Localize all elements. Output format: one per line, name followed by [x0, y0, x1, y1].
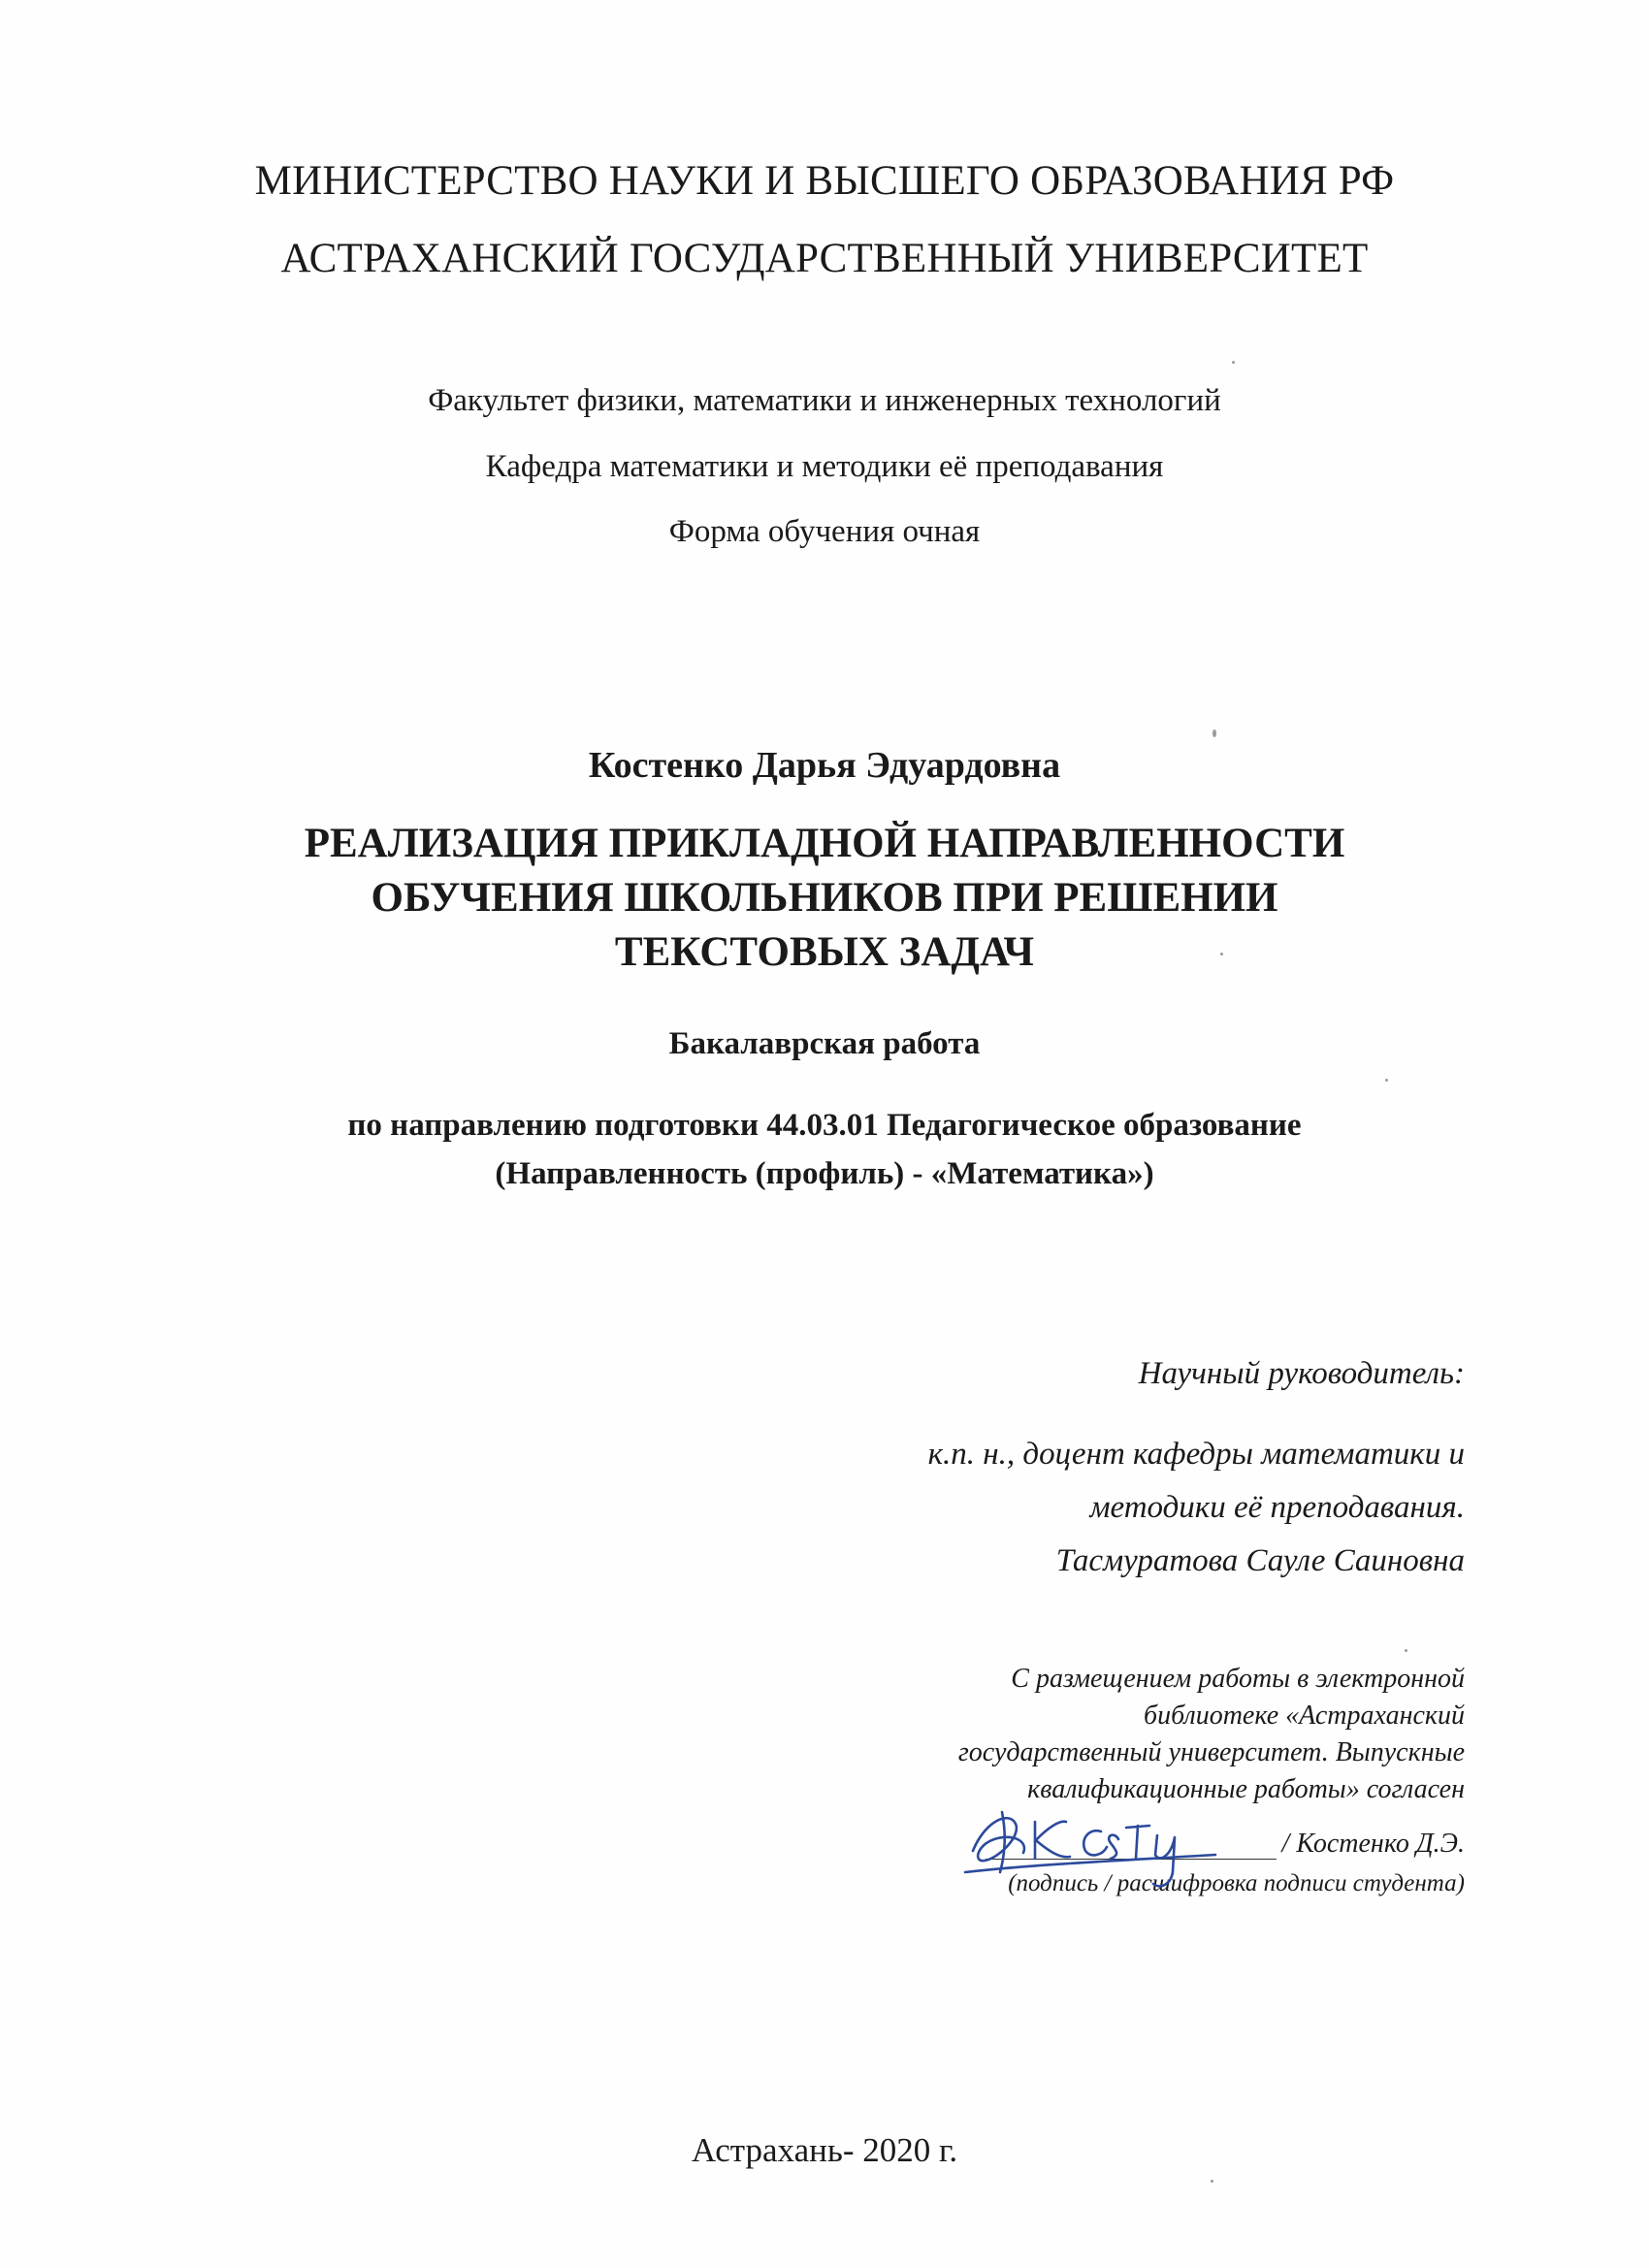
work-type: Бакалаврская работа	[668, 1026, 981, 1061]
consent-line: библиотеке «Астраханский	[1144, 1701, 1465, 1731]
thesis-title-line: РЕАЛИЗАЦИЯ ПРИКЛАДНОЙ НАПРАВЛЕННОСТИ	[304, 821, 1345, 866]
department-line: Кафедра математики и методики её преподавания	[485, 449, 1164, 484]
thesis-title	[0, 817, 1649, 980]
study-direction-line: (Направленность (профиль) - «Математика»)	[495, 1156, 1154, 1191]
scan-speck	[1385, 1079, 1388, 1082]
signature-name: / Костенко Д.Э.	[1281, 1829, 1465, 1859]
consent-line: государственный университет. Выпускные	[957, 1737, 1465, 1767]
faculty-line: Факультет физики, математики и инженерных технологий	[428, 383, 1221, 418]
supervisor-line: методики её преподавания.	[1089, 1490, 1465, 1525]
supervisor-label: Научный руководитель:	[1138, 1356, 1465, 1391]
consent-line: С размещением работы в электронной	[1011, 1664, 1465, 1694]
signature-caption: (подпись / расшифровка подписи студента)	[1008, 1870, 1465, 1896]
thesis-title-line: ТЕКСТОВЫХ ЗАДАЧ	[614, 929, 1035, 975]
scan-speck	[1212, 729, 1216, 737]
supervisor-line: к.п. н., доцент кафедры математики и	[927, 1437, 1465, 1472]
study-direction-line: по направлению подготовки 44.03.01 Педагогическое образование	[347, 1108, 1302, 1143]
supervisor-details	[928, 1428, 1465, 1588]
author-name: Костенко Дарья Эдуардовна	[588, 745, 1061, 786]
ministry-heading: МИНИСТЕРСТВО НАУКИ И ВЫСШЕГО ОБРАЗОВАНИЯ РФ	[254, 158, 1395, 204]
scan-speck	[1211, 2180, 1213, 2183]
study-form-line: Форма обучения очная	[668, 514, 981, 549]
thesis-title-line: ОБУЧЕНИЯ ШКОЛЬНИКОВ ПРИ РЕШЕНИИ	[371, 875, 1278, 921]
handwritten-signature	[955, 1783, 1246, 1899]
scan-speck	[1220, 953, 1223, 956]
study-direction	[0, 1101, 1649, 1198]
supervisor-line: Тасмуратова Сауле Саиновна	[1055, 1543, 1465, 1578]
scan-speck	[1405, 1649, 1407, 1652]
consent-line: квалификационные работы» согласен	[1027, 1774, 1465, 1804]
scan-speck	[1232, 361, 1235, 364]
university-heading: АСТРАХАНСКИЙ ГОСУДАРСТВЕННЫЙ УНИВЕРСИТЕТ	[280, 236, 1369, 281]
city-year: Астрахань- 2020 г.	[691, 2131, 958, 2169]
